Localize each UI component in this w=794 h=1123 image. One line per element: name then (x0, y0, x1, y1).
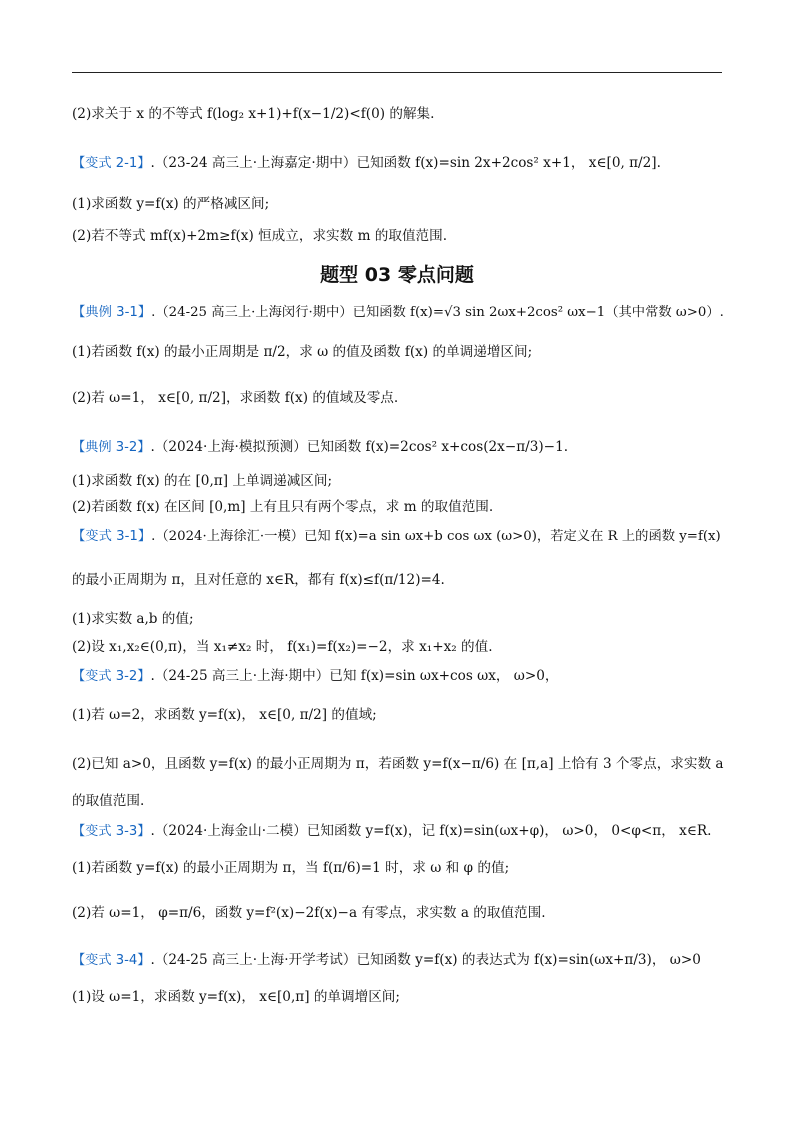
variant-3-2-text: .（24-25 高三上·上海·期中）已知 f(x)=sin ωx+cos ωx， ω>0， (150, 668, 559, 684)
variant-3-2-tag: 【变式 3-2】 (72, 669, 151, 684)
variant-2-1-q2: (2)若不等式 mf(x)+2m≥f(x) 恒成立，求实数 m 的取值范围. (72, 228, 448, 244)
example-3-1-text: .（24-25 高三上·上海闵行·期中）已知函数 f(x)=√3 sin 2ωx+2cos² ωx−1（其中常数 ω>0）. (151, 305, 724, 320)
variant-3-4-stem (72, 950, 701, 971)
variant-3-4-q1: (1)设 ω=1，求函数 y=f(x)， x∈[0,π] 的单调增区间; (72, 989, 400, 1005)
variant-3-3-q2: (2)若 ω=1， φ=π/6，函数 y=f²(x)−2f(x)−a 有零点，求实数 a 的取值范围. (72, 905, 546, 921)
example-3-1-q2: (2)若 ω=1， x∈[0, π/2]，求函数 f(x) 的值域及零点. (72, 390, 399, 406)
variant-3-2-q1: (1)若 ω=2，求函数 y=f(x)， x∈[0, π/2] 的值域; (72, 707, 377, 723)
example-3-2-text: .（2024·上海·模拟预测）已知函数 f(x)=2cos² x+cos(2x−π/3)−1. (150, 439, 569, 455)
example-3-1-tag: 【典例 3-1】 (72, 305, 152, 320)
example-3-2-q2: (2)若函数 f(x) 在区间 [0,m] 上有且只有两个零点，求 m 的取值范围. (72, 499, 494, 515)
variant-3-3-q1: (1)若函数 y=f(x) 的最小正周期为 π，当 f(π/6)=1 时，求 ω 和 φ 的值; (72, 860, 510, 876)
header-rule (72, 72, 722, 73)
variant-3-2-q2-cont: 的取值范围. (72, 793, 145, 809)
variant-3-1-q2: (2)设 x₁,x₂∈(0,π)，当 x₁≠x₂ 时， f(x₁)=f(x₂)=−2，求 x₁+x₂ 的值. (72, 639, 493, 655)
variant-3-3-text: .（2024·上海金山·二模）已知函数 y=f(x)，记 f(x)=sin(ωx+φ)， ω>0， 0<φ<π， x∈R. (150, 823, 712, 839)
example-3-2-stem (72, 437, 568, 458)
variant-3-2-stem (72, 666, 559, 687)
variant-3-1-stem-cont: 的最小正周期为 π，且对任意的 x∈R，都有 f(x)≤f(π/12)=4. (72, 572, 445, 588)
example-3-1-stem (72, 303, 724, 323)
variant-2-1-stem (72, 153, 661, 174)
variant-3-1-stem (72, 527, 721, 547)
variant-3-4-text: .（24-25 高三上·上海·开学考试）已知函数 y=f(x) 的表达式为 f(x)=sin(ωx+π/3)， ω>0 (150, 952, 701, 968)
variant-3-3-stem (72, 821, 711, 842)
variant-3-1-tag: 【变式 3-1】 (72, 529, 152, 544)
prev-question-2: (2)求关于 x 的不等式 f(log₂ x+1)+f(x−1/2)<f(0) 的解集. (72, 106, 435, 122)
variant-3-1-q1: (1)求实数 a,b 的值; (72, 611, 194, 627)
example-3-1-q1: (1)若函数 f(x) 的最小正周期是 π/2，求 ω 的值及函数 f(x) 的单调递增区间; (72, 344, 533, 360)
variant-2-1-tag: 【变式 2-1】 (72, 156, 151, 171)
variant-3-1-text: .（2024·上海徐汇·一模）已知 f(x)=a sin ωx+b cos ωx (ω>0)，若定义在 R 上的函数 y=f(x) (151, 529, 721, 544)
example-3-2-q1: (1)求函数 f(x) 的在 [0,π] 上单调递减区间; (72, 473, 333, 489)
variant-2-1-q1: (1)求函数 y=f(x) 的严格减区间; (72, 196, 270, 212)
example-3-2-tag: 【典例 3-2】 (72, 440, 151, 455)
variant-2-1-text: .（23-24 高三上·上海嘉定·期中）已知函数 f(x)=sin 2x+2cos² x+1， x∈[0, π/2]. (150, 155, 661, 171)
section-title: 题型 03 零点问题 (320, 264, 474, 286)
variant-3-3-tag: 【变式 3-3】 (72, 824, 151, 839)
variant-3-4-tag: 【变式 3-4】 (72, 953, 151, 968)
variant-3-2-q2: (2)已知 a>0，且函数 y=f(x) 的最小正周期为 π，若函数 y=f(x−π/6) 在 [π,a] 上恰有 3 个零点，求实数 a (72, 756, 724, 772)
